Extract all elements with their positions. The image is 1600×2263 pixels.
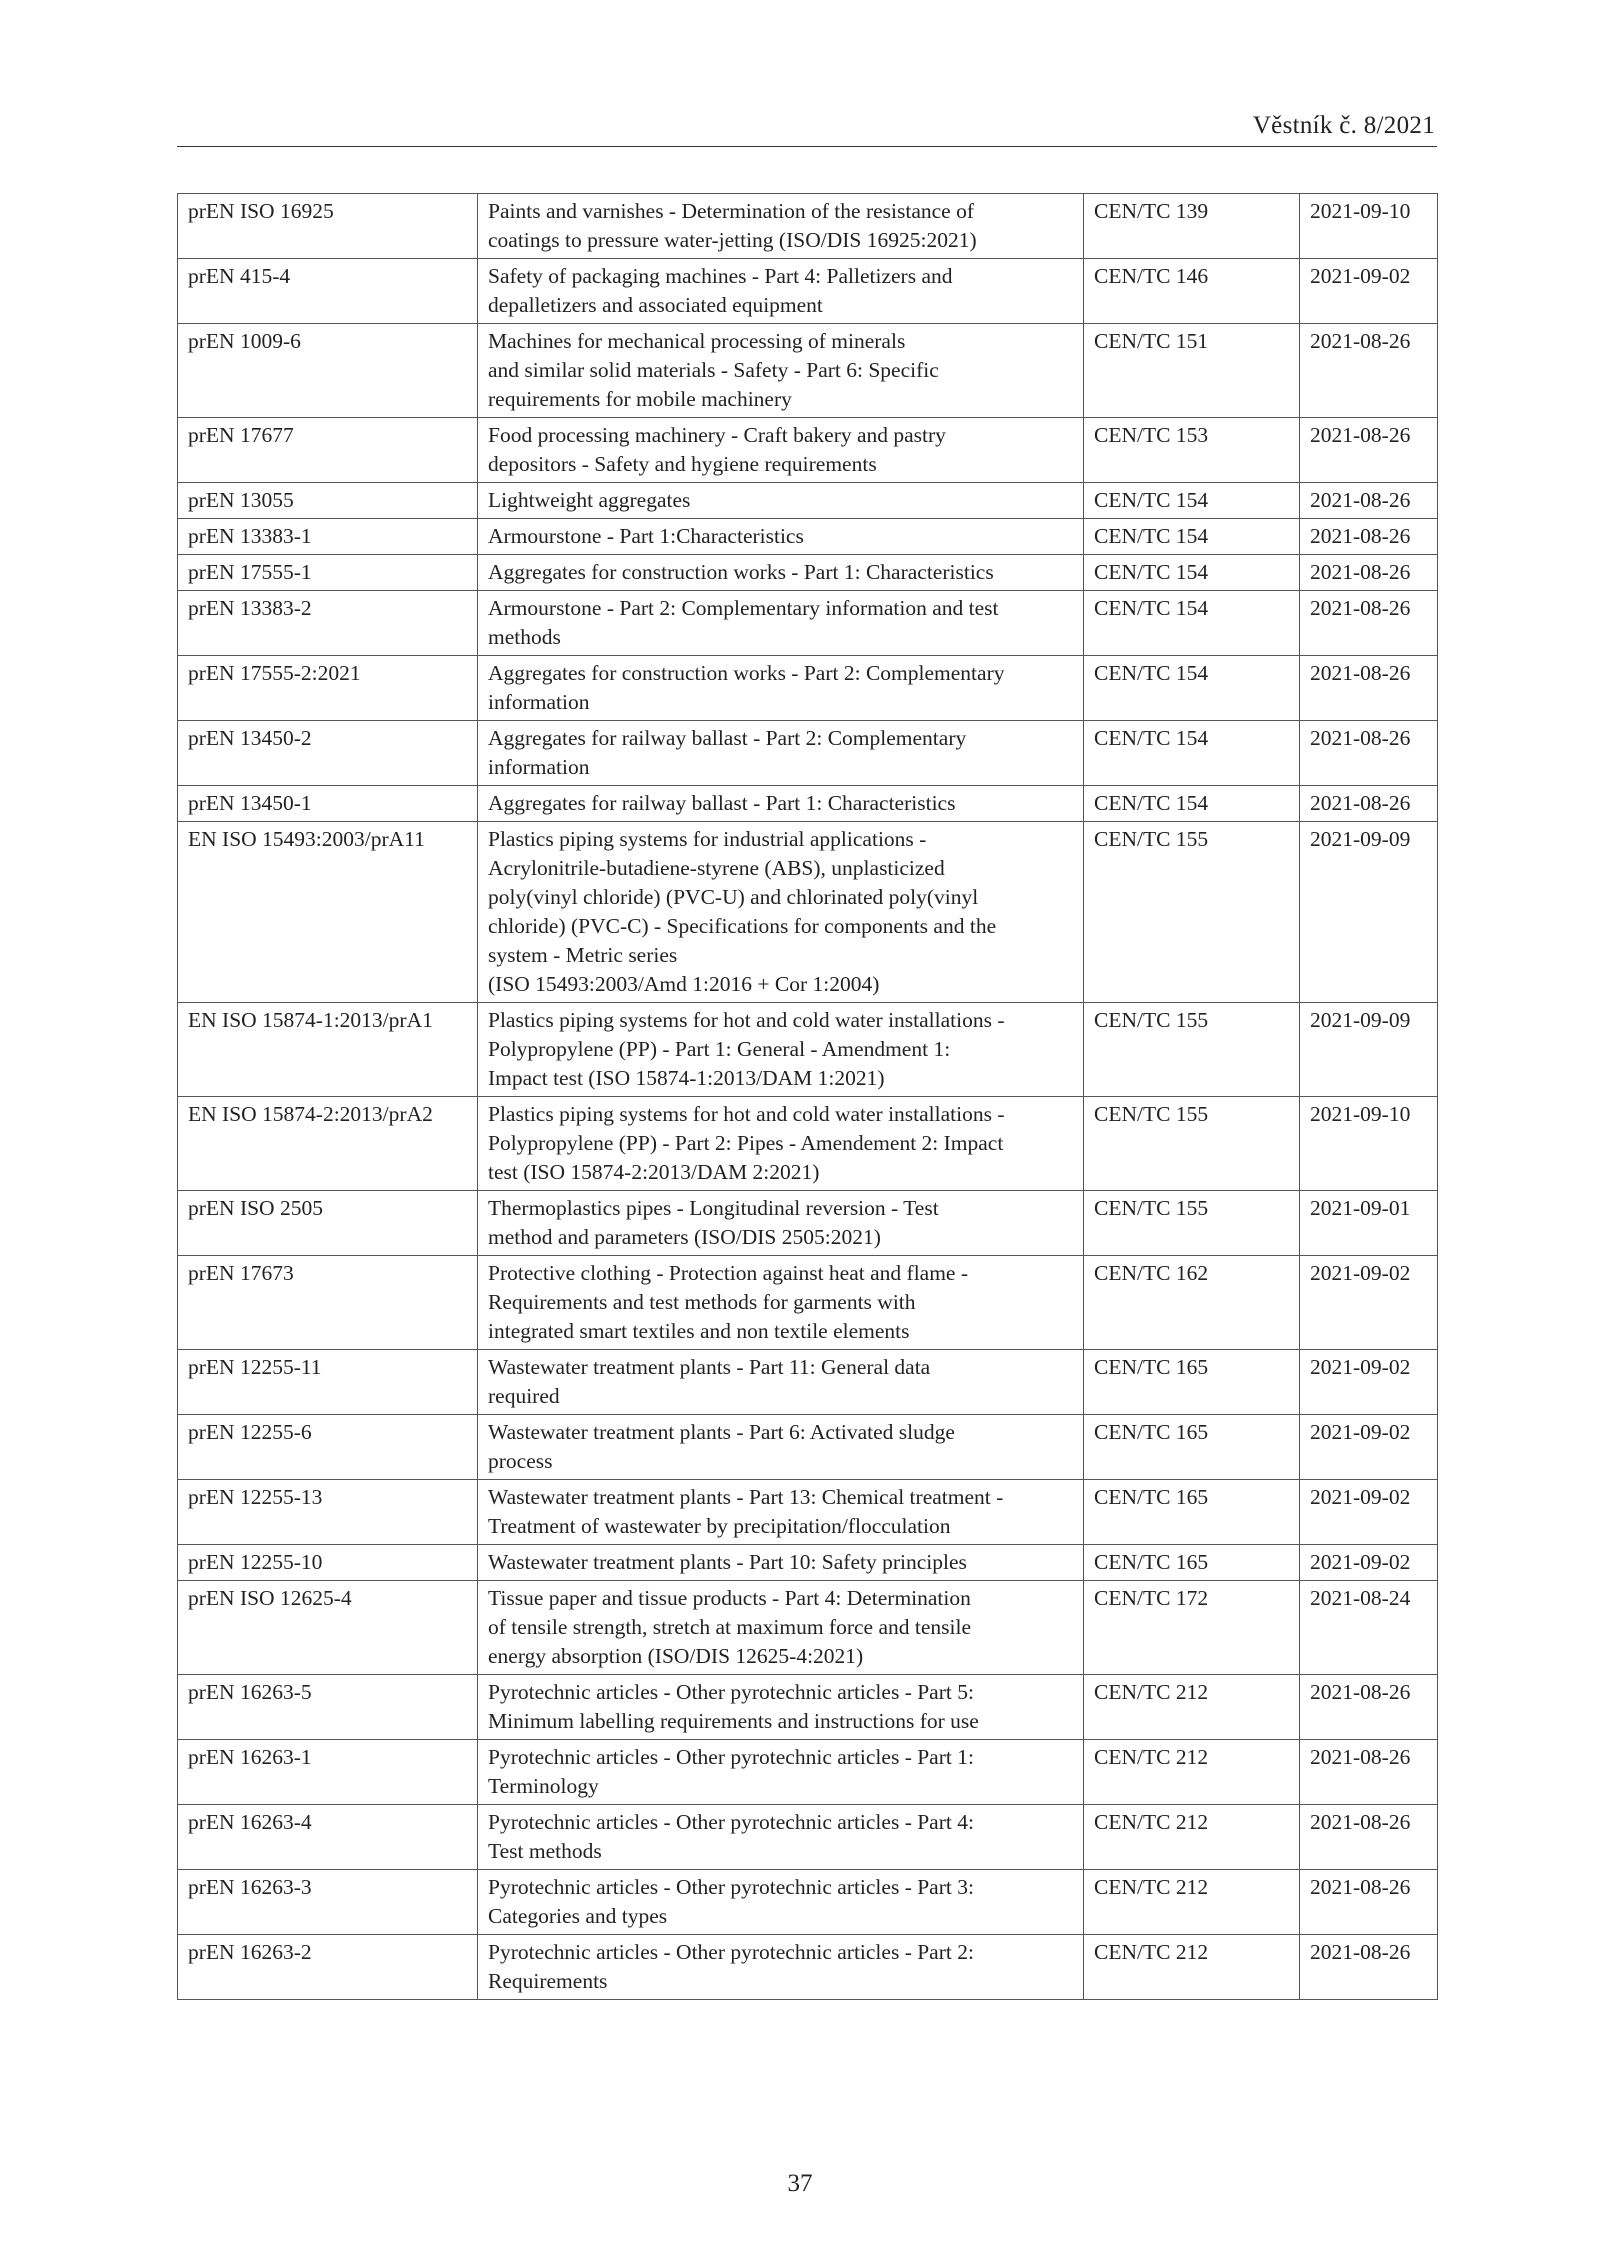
technical-committee: CEN/TC 154 <box>1084 555 1300 591</box>
standard-title-line: Polypropylene (PP) - Part 2: Pipes - Amendement 2: Impact <box>488 1131 1004 1155</box>
technical-committee: CEN/TC 165 <box>1084 1415 1300 1480</box>
standard-title-line: test (ISO 15874-2:2013/DAM 2:2021) <box>488 1160 820 1184</box>
standard-code: prEN 16263-4 <box>178 1805 478 1870</box>
standard-code: prEN 13383-2 <box>178 591 478 656</box>
standard-title-line: Plastics piping systems for hot and cold water installations - <box>488 1008 1005 1032</box>
standard-title-line: Thermoplastics pipes - Longitudinal reversion - Test <box>488 1196 939 1220</box>
standard-title-line: Minimum labelling requirements and instructions for use <box>488 1709 979 1733</box>
standard-title <box>478 259 1084 324</box>
standard-title-line: Aggregates for construction works - Part 2: Complementary <box>488 661 1005 685</box>
technical-committee: CEN/TC 154 <box>1084 786 1300 822</box>
deadline-date: 2021-08-26 <box>1300 418 1438 483</box>
standards-table <box>177 193 1438 2000</box>
standards-table-body <box>178 194 1438 2000</box>
standard-title-line: Wastewater treatment plants - Part 10: Safety principles <box>488 1550 967 1574</box>
deadline-date: 2021-09-02 <box>1300 259 1438 324</box>
standard-title-line: Acrylonitrile-butadiene-styrene (ABS), unplasticized <box>488 856 945 880</box>
standard-code: prEN 16263-2 <box>178 1935 478 2000</box>
table-row <box>178 555 1438 591</box>
deadline-date: 2021-09-10 <box>1300 194 1438 259</box>
technical-committee: CEN/TC 155 <box>1084 1003 1300 1097</box>
standard-title-line: Categories and types <box>488 1904 668 1928</box>
standard-title <box>478 1256 1084 1350</box>
standard-title <box>478 1935 1084 2000</box>
table-row <box>178 1480 1438 1545</box>
bulletin-title: Věstník č. 8/2021 <box>1252 112 1435 139</box>
standard-code: prEN 415-4 <box>178 259 478 324</box>
deadline-date: 2021-08-26 <box>1300 721 1438 786</box>
standard-title <box>478 194 1084 259</box>
technical-committee: CEN/TC 155 <box>1084 1097 1300 1191</box>
standard-title <box>478 1191 1084 1256</box>
deadline-date: 2021-08-26 <box>1300 656 1438 721</box>
standard-title-line: Armourstone - Part 1:Characteristics <box>488 524 804 548</box>
standard-title <box>478 1350 1084 1415</box>
standard-code: prEN ISO 2505 <box>178 1191 478 1256</box>
table-row <box>178 194 1438 259</box>
technical-committee: CEN/TC 212 <box>1084 1675 1300 1740</box>
technical-committee: CEN/TC 165 <box>1084 1480 1300 1545</box>
standard-title-line: Paints and varnishes - Determination of the resistance of <box>488 199 974 223</box>
table-row <box>178 1097 1438 1191</box>
standard-code: prEN 13055 <box>178 483 478 519</box>
standard-title-line: Pyrotechnic articles - Other pyrotechnic articles - Part 3: <box>488 1875 974 1899</box>
table-row <box>178 1581 1438 1675</box>
technical-committee: CEN/TC 165 <box>1084 1350 1300 1415</box>
standard-title-line: Pyrotechnic articles - Other pyrotechnic articles - Part 4: <box>488 1810 974 1834</box>
standard-title <box>478 1740 1084 1805</box>
standard-title-line: depalletizers and associated equipment <box>488 293 823 317</box>
standard-code: EN ISO 15493:2003/prA11 <box>178 822 478 1003</box>
standard-code: prEN 13383-1 <box>178 519 478 555</box>
technical-committee: CEN/TC 165 <box>1084 1545 1300 1581</box>
standard-title-line: Polypropylene (PP) - Part 1: General - Amendment 1: <box>488 1037 951 1061</box>
standard-title <box>478 1480 1084 1545</box>
standard-title-line: Pyrotechnic articles - Other pyrotechnic articles - Part 5: <box>488 1680 974 1704</box>
table-row <box>178 418 1438 483</box>
deadline-date: 2021-08-26 <box>1300 324 1438 418</box>
standard-title-line: Armourstone - Part 2: Complementary information and test <box>488 596 999 620</box>
table-row <box>178 1675 1438 1740</box>
standard-title <box>478 1097 1084 1191</box>
technical-committee: CEN/TC 154 <box>1084 656 1300 721</box>
table-row <box>178 1350 1438 1415</box>
table-row <box>178 1191 1438 1256</box>
table-row <box>178 1003 1438 1097</box>
technical-committee: CEN/TC 151 <box>1084 324 1300 418</box>
standard-code: prEN 17673 <box>178 1256 478 1350</box>
deadline-date: 2021-09-02 <box>1300 1256 1438 1350</box>
technical-committee: CEN/TC 162 <box>1084 1256 1300 1350</box>
page-header <box>177 108 1437 147</box>
standard-title-line: Test methods <box>488 1839 602 1863</box>
deadline-date: 2021-09-01 <box>1300 1191 1438 1256</box>
standard-title <box>478 1003 1084 1097</box>
technical-committee: CEN/TC 212 <box>1084 1935 1300 2000</box>
standard-code: prEN 12255-6 <box>178 1415 478 1480</box>
deadline-date: 2021-09-10 <box>1300 1097 1438 1191</box>
page-number: 37 <box>787 2170 813 2197</box>
technical-committee: CEN/TC 154 <box>1084 591 1300 656</box>
standard-code: prEN 1009-6 <box>178 324 478 418</box>
deadline-date: 2021-08-26 <box>1300 1805 1438 1870</box>
standard-title-line: Requirements and test methods for garments with <box>488 1290 916 1314</box>
standard-title-line: Tissue paper and tissue products - Part 4: Determination <box>488 1586 971 1610</box>
standard-code: prEN 17555-1 <box>178 555 478 591</box>
standard-title-line: information <box>488 755 590 779</box>
technical-committee: CEN/TC 155 <box>1084 822 1300 1003</box>
deadline-date: 2021-09-09 <box>1300 822 1438 1003</box>
deadline-date: 2021-08-26 <box>1300 519 1438 555</box>
deadline-date: 2021-09-02 <box>1300 1545 1438 1581</box>
standard-title-line: depositors - Safety and hygiene requirements <box>488 452 877 476</box>
technical-committee: CEN/TC 212 <box>1084 1740 1300 1805</box>
technical-committee: CEN/TC 172 <box>1084 1581 1300 1675</box>
deadline-date: 2021-08-26 <box>1300 1740 1438 1805</box>
standard-title <box>478 822 1084 1003</box>
standard-title-line: coatings to pressure water-jetting (ISO/DIS 16925:2021) <box>488 228 977 252</box>
standard-title-line: and similar solid materials - Safety - Part 6: Specific <box>488 358 939 382</box>
standard-title-line: Aggregates for railway ballast - Part 2: Complementary <box>488 726 967 750</box>
standard-title <box>478 591 1084 656</box>
standard-code: prEN 12255-10 <box>178 1545 478 1581</box>
standard-title-line: Wastewater treatment plants - Part 13: Chemical treatment - <box>488 1485 1004 1509</box>
standard-code: prEN 12255-11 <box>178 1350 478 1415</box>
deadline-date: 2021-08-26 <box>1300 591 1438 656</box>
standard-title-line: of tensile strength, stretch at maximum force and tensile <box>488 1615 972 1639</box>
technical-committee: CEN/TC 212 <box>1084 1870 1300 1935</box>
standard-title-line: Treatment of wastewater by precipitation/flocculation <box>488 1514 951 1538</box>
standard-title <box>478 555 1084 591</box>
table-row <box>178 656 1438 721</box>
deadline-date: 2021-09-02 <box>1300 1415 1438 1480</box>
standard-code: prEN 13450-1 <box>178 786 478 822</box>
standard-title-line: process <box>488 1449 553 1473</box>
standard-title <box>478 324 1084 418</box>
standard-title-line: Lightweight aggregates <box>488 488 691 512</box>
standard-code: prEN 13450-2 <box>178 721 478 786</box>
deadline-date: 2021-09-09 <box>1300 1003 1438 1097</box>
standard-code: prEN 12255-13 <box>178 1480 478 1545</box>
standard-title <box>478 1545 1084 1581</box>
standard-title-line: Impact test (ISO 15874-1:2013/DAM 1:2021) <box>488 1066 885 1090</box>
technical-committee: CEN/TC 139 <box>1084 194 1300 259</box>
table-row <box>178 324 1438 418</box>
standard-title-line: Terminology <box>488 1774 599 1798</box>
table-row <box>178 259 1438 324</box>
standard-title <box>478 656 1084 721</box>
standard-title-line: Pyrotechnic articles - Other pyrotechnic articles - Part 2: <box>488 1940 974 1964</box>
standard-title-line: Wastewater treatment plants - Part 6: Activated sludge <box>488 1420 955 1444</box>
standard-title <box>478 1675 1084 1740</box>
standard-code: prEN 16263-1 <box>178 1740 478 1805</box>
standard-title-line: chloride) (PVC-C) - Specifications for components and the <box>488 914 997 938</box>
standard-code: prEN 17555-2:2021 <box>178 656 478 721</box>
standard-code: EN ISO 15874-1:2013/prA1 <box>178 1003 478 1097</box>
standard-title <box>478 1805 1084 1870</box>
standard-code: EN ISO 15874-2:2013/prA2 <box>178 1097 478 1191</box>
standard-code: prEN ISO 12625-4 <box>178 1581 478 1675</box>
standard-title-line: poly(vinyl chloride) (PVC-U) and chlorinated poly(vinyl <box>488 885 979 909</box>
standard-title-line: integrated smart textiles and non textile elements <box>488 1319 910 1343</box>
standard-title-line: information <box>488 690 590 714</box>
standard-title-line: Requirements <box>488 1969 608 1993</box>
deadline-date: 2021-09-02 <box>1300 1350 1438 1415</box>
standard-title-line: Aggregates for railway ballast - Part 1: Characteristics <box>488 791 956 815</box>
table-row <box>178 591 1438 656</box>
standard-code: prEN 16263-3 <box>178 1870 478 1935</box>
standard-title-line: requirements for mobile machinery <box>488 387 792 411</box>
standard-title-line: Plastics piping systems for hot and cold water installations - <box>488 1102 1005 1126</box>
standard-title-line: Wastewater treatment plants - Part 11: General data <box>488 1355 931 1379</box>
table-row <box>178 519 1438 555</box>
deadline-date: 2021-08-26 <box>1300 1870 1438 1935</box>
technical-committee: CEN/TC 146 <box>1084 259 1300 324</box>
technical-committee: CEN/TC 153 <box>1084 418 1300 483</box>
technical-committee: CEN/TC 212 <box>1084 1805 1300 1870</box>
standard-title <box>478 519 1084 555</box>
standard-title-line: system - Metric series <box>488 943 678 967</box>
table-row <box>178 1256 1438 1350</box>
standard-title-line: required <box>488 1384 560 1408</box>
deadline-date: 2021-08-26 <box>1300 1675 1438 1740</box>
standard-title-line: methods <box>488 625 561 649</box>
standard-title <box>478 786 1084 822</box>
table-row <box>178 786 1438 822</box>
standard-title-line: method and parameters (ISO/DIS 2505:2021) <box>488 1225 881 1249</box>
standard-title <box>478 483 1084 519</box>
standard-title-line: (ISO 15493:2003/Amd 1:2016 + Cor 1:2004) <box>488 972 880 996</box>
table-row <box>178 1870 1438 1935</box>
deadline-date: 2021-08-24 <box>1300 1581 1438 1675</box>
standard-title-line: Pyrotechnic articles - Other pyrotechnic articles - Part 1: <box>488 1745 974 1769</box>
table-row <box>178 1545 1438 1581</box>
deadline-date: 2021-08-26 <box>1300 483 1438 519</box>
technical-committee: CEN/TC 154 <box>1084 721 1300 786</box>
standard-title <box>478 1870 1084 1935</box>
table-row <box>178 1415 1438 1480</box>
deadline-date: 2021-08-26 <box>1300 786 1438 822</box>
deadline-date: 2021-08-26 <box>1300 555 1438 591</box>
standard-title-line: Safety of packaging machines - Part 4: Palletizers and <box>488 264 953 288</box>
standard-code: prEN 16263-5 <box>178 1675 478 1740</box>
standard-title-line: Protective clothing - Protection against heat and flame - <box>488 1261 969 1285</box>
standard-title-line: Plastics piping systems for industrial applications - <box>488 827 927 851</box>
standard-code: prEN ISO 16925 <box>178 194 478 259</box>
deadline-date: 2021-09-02 <box>1300 1480 1438 1545</box>
table-row <box>178 1935 1438 2000</box>
standard-code: prEN 17677 <box>178 418 478 483</box>
technical-committee: CEN/TC 155 <box>1084 1191 1300 1256</box>
technical-committee: CEN/TC 154 <box>1084 483 1300 519</box>
table-row <box>178 1740 1438 1805</box>
standard-title <box>478 721 1084 786</box>
table-row <box>178 483 1438 519</box>
standard-title-line: Aggregates for construction works - Part 1: Characteristics <box>488 560 994 584</box>
standard-title-line: Machines for mechanical processing of minerals <box>488 329 906 353</box>
table-row <box>178 822 1438 1003</box>
standard-title-line: Food processing machinery - Craft bakery and pastry <box>488 423 946 447</box>
technical-committee: CEN/TC 154 <box>1084 519 1300 555</box>
standard-title-line: energy absorption (ISO/DIS 12625-4:2021) <box>488 1644 864 1668</box>
standard-title <box>478 1415 1084 1480</box>
table-row <box>178 721 1438 786</box>
deadline-date: 2021-08-26 <box>1300 1935 1438 2000</box>
table-row <box>178 1805 1438 1870</box>
standard-title <box>478 1581 1084 1675</box>
standard-title <box>478 418 1084 483</box>
